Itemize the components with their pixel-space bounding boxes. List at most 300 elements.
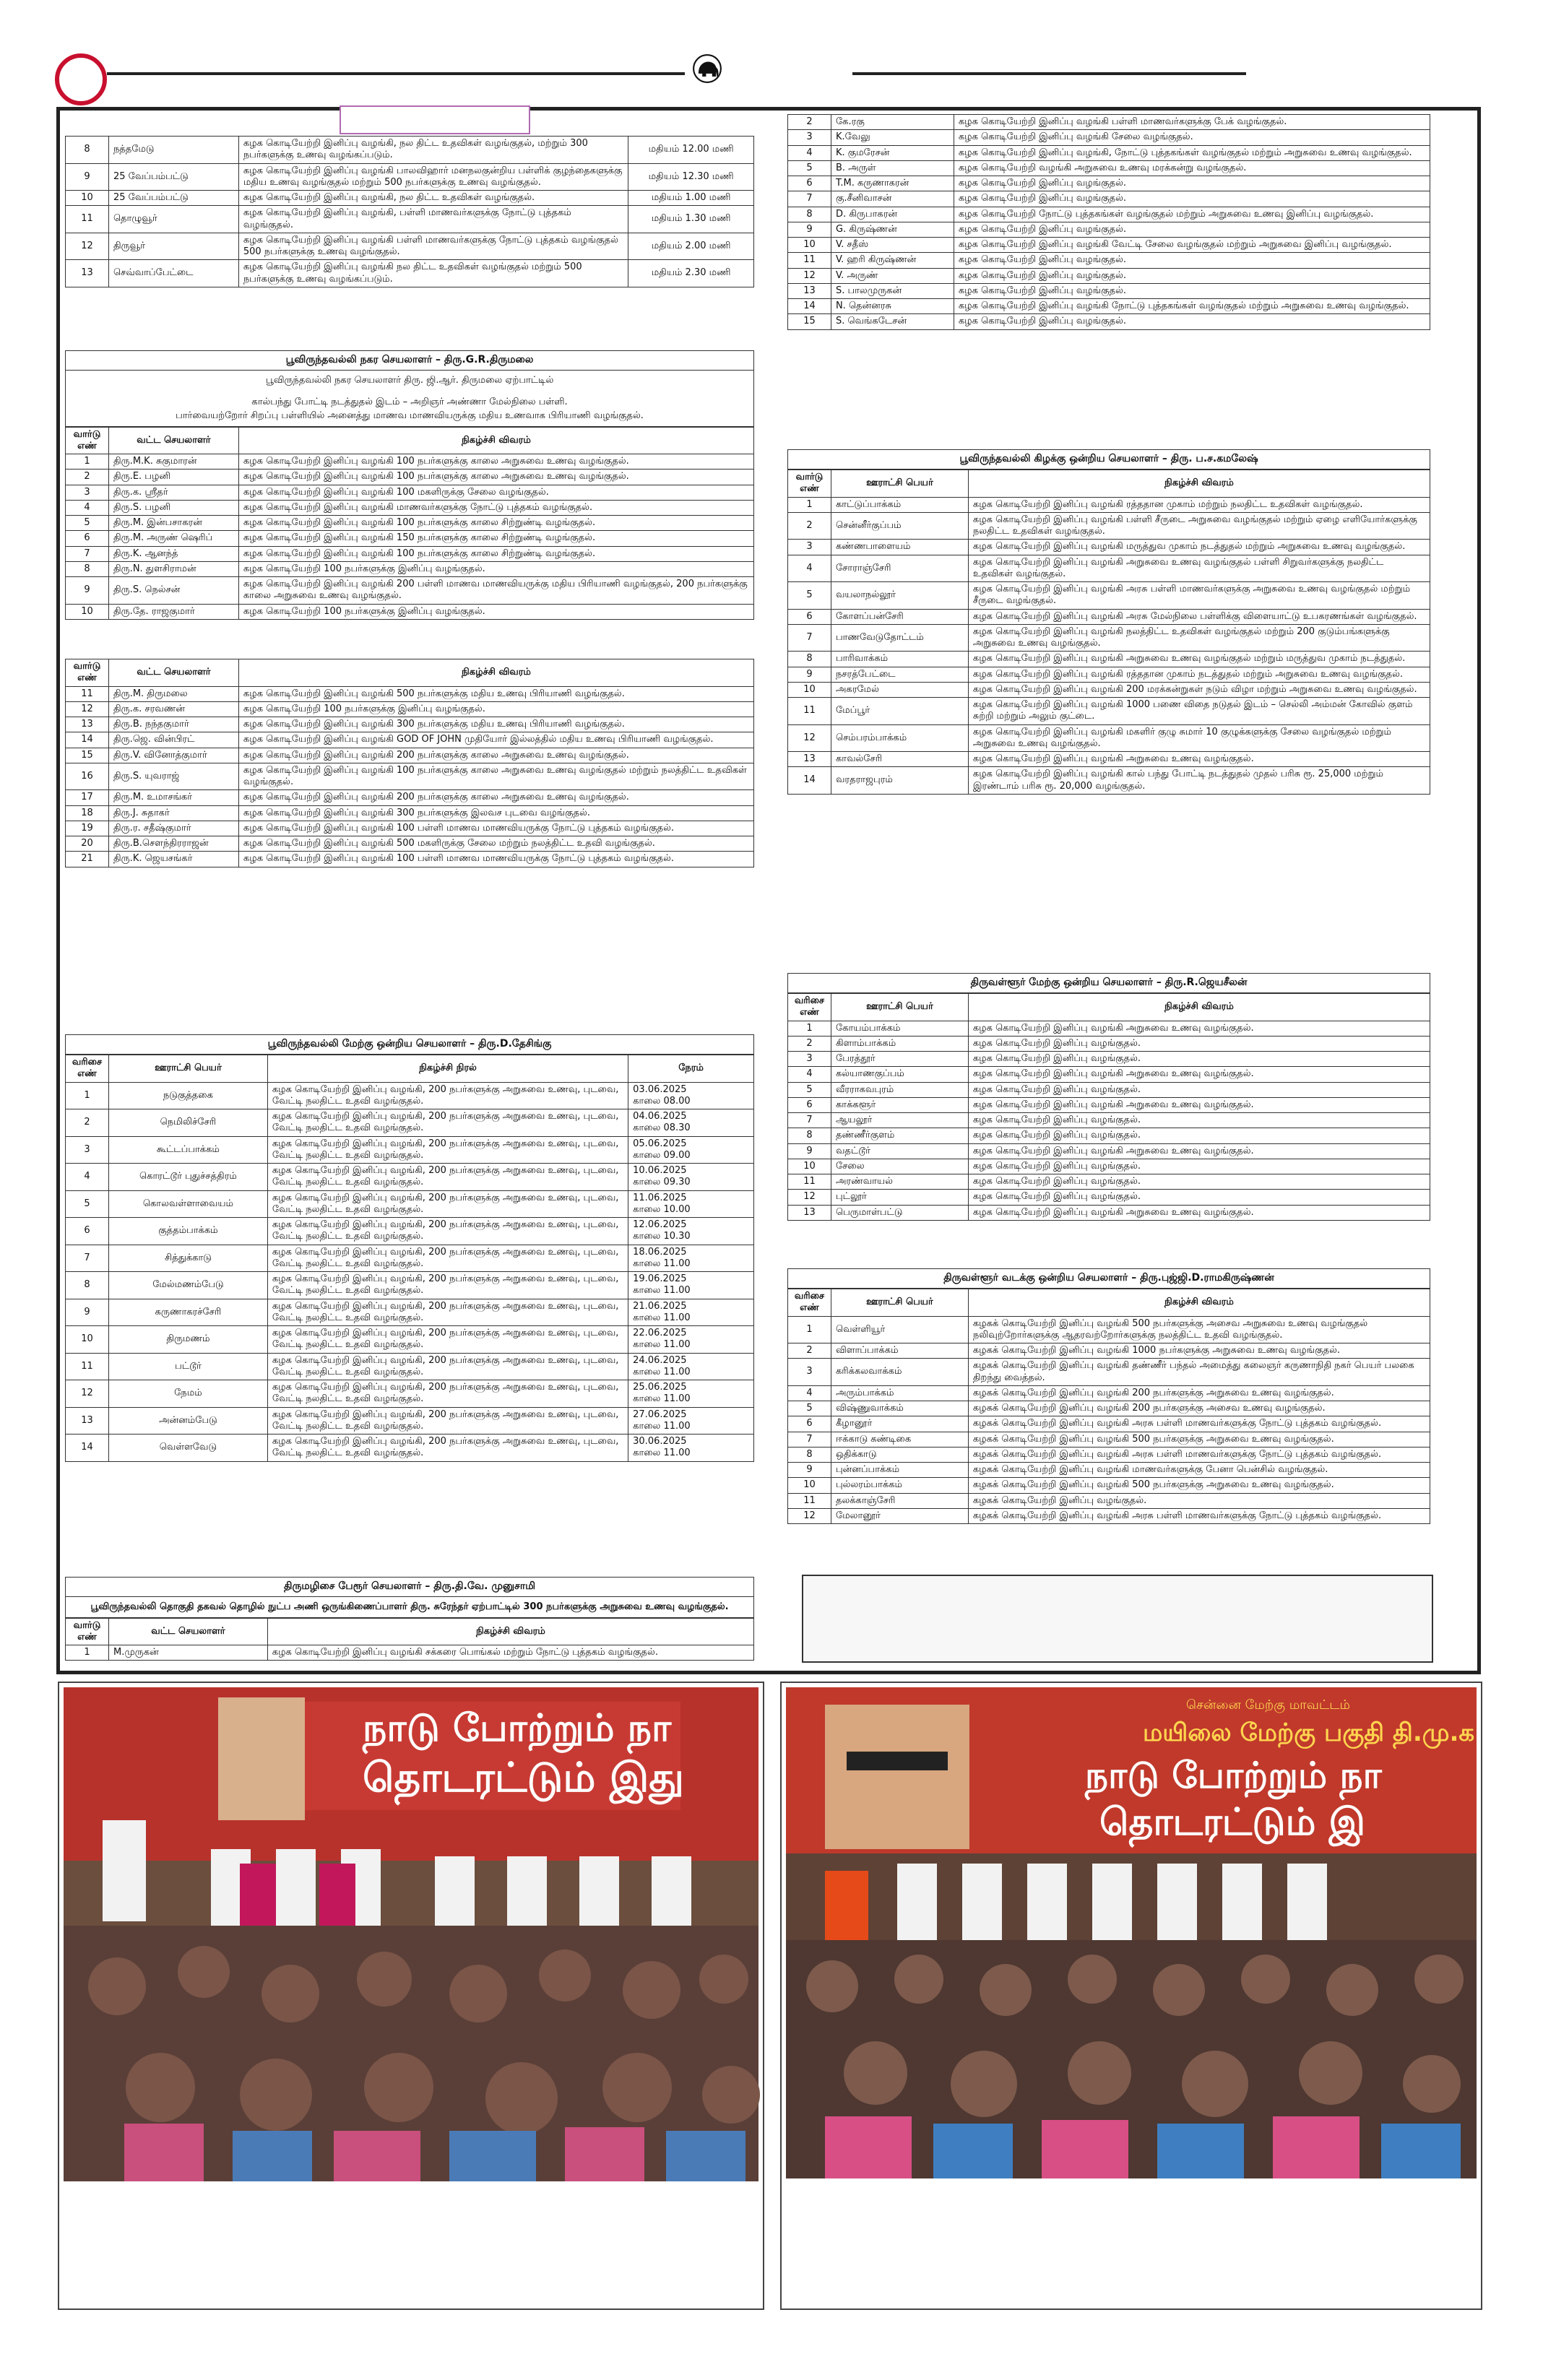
cell-time: காலை 08.00: [633, 1095, 691, 1107]
cell-no: 5: [66, 1190, 109, 1218]
cell-no: 10: [66, 604, 109, 619]
section-note: [65, 371, 754, 427]
table-row: [788, 1067, 1430, 1082]
cell-no: 7: [788, 1432, 831, 1447]
cell-datetime: [628, 1245, 754, 1272]
cell-no: 12: [788, 268, 831, 283]
cell-time: காலை 11.00: [633, 1366, 691, 1377]
cell-desc: கழக கொடியேற்றி இனிப்பு வழங்கி, 200 நபர்களுக்கு அறுசுவை உணவு, புடவை, வேட்டி நலதிட்ட உதவி வழங்குதல்.: [267, 1109, 628, 1137]
cell-time: காலை 10.30: [633, 1231, 691, 1242]
cell-desc: கழகக் கொடியேற்றி இனிப்பு வழங்கி தண்ணீர் பந்தல் அமைத்து கலைஞர் கருணாநிதி நகர் பெயர் பலகை திறந்து வைத்தல்.: [968, 1359, 1430, 1386]
section-thiruvallur-north: [787, 1268, 1430, 1524]
cell-no: 10: [788, 1478, 831, 1493]
cell-desc: கழக கொடியேற்றி இனிப்பு வழங்குதல்.: [968, 1036, 1430, 1051]
cell-desc: கழக கொடியேற்றி இனிப்பு வழங்கி 100 மகளிருக்கு சேலை வழங்குதல்.: [238, 485, 753, 500]
table-row: [788, 624, 1430, 652]
cell-desc: கழக கொடியேற்றி இனிப்பு வழங்கி ரத்ததான முகாம் நடத்துதல் மற்றும் அறுசுவை உணவு வழங்குதல்.: [968, 667, 1430, 682]
table-row: [788, 222, 1430, 237]
cell-place: ஒதிக்காடு: [831, 1447, 968, 1462]
table-row: [788, 1401, 1430, 1416]
cell-time: மதியம் 12.30 மணி: [628, 163, 754, 191]
cell-no: 1: [66, 1645, 109, 1661]
cell-no: 4: [788, 555, 831, 582]
cell-desc: கழக கொடியேற்றி இனிப்பு வழங்கி நோட்டு புத்தகங்கள் வழங்குதல் மற்றும் அறுசுவை உணவு வழங்குதல்.: [954, 299, 1430, 314]
note-line: கால்பந்து போட்டி நடத்துதல் இடம் – அறிஞர் அண்ணா மேல்நிலை பள்ளி.: [251, 396, 568, 407]
cell-no: 4: [788, 145, 831, 160]
table-body: [66, 454, 754, 620]
cell-name: V. சதீஸ்: [831, 238, 954, 253]
cell-no: 7: [788, 624, 831, 652]
cell-desc: கழக கொடியேற்றி இனிப்பு வழங்கி மாணவர்களுக்கு நோட்டு புத்தகம் வழங்குதல்.: [238, 500, 753, 515]
event-photo-left: [59, 1683, 763, 2308]
cell-desc: கழக கொடியேற்றி இனிப்பு வழங்கி பள்ளி மாணவர்களுக்கு பேக் வழங்குதல்.: [954, 115, 1430, 130]
cell-date: 12.06.2025: [633, 1219, 687, 1230]
cell-no: 3: [788, 540, 831, 555]
cell-datetime: [628, 1326, 754, 1354]
table-row: [66, 469, 754, 485]
cell-no: 12: [788, 724, 831, 752]
cell-desc: கழக கொடியேற்றி இனிப்பு வழங்கி, 200 நபர்களுக்கு அறுசுவை உணவு, புடவை, வேட்டி நலதிட்ட உதவி வழங்குதல்.: [267, 1245, 628, 1272]
cell-no: 11: [788, 1493, 831, 1508]
cell-name: திரு.N. துளசிராமன்: [108, 561, 238, 576]
cell-datetime: [628, 1380, 754, 1408]
table-row: [66, 561, 754, 576]
cell-no: 11: [66, 206, 109, 233]
cell-time: காலை 11.00: [633, 1312, 691, 1323]
cell-desc: கழக கொடியேற்றி இனிப்பு வழங்குதல்.: [954, 191, 1430, 207]
cell-no: 9: [66, 163, 109, 191]
table-row: [66, 260, 754, 287]
table-row: [66, 1326, 754, 1354]
table-row: [788, 767, 1430, 795]
col-header: வரிசை எண்: [66, 1055, 109, 1083]
table-row: [788, 1190, 1430, 1205]
cell-desc: கழக கொடியேற்றி வழங்கி அறுசுவை உணவு மரக்கன்று வழங்குதல்.: [954, 160, 1430, 176]
cell-datetime: [628, 1435, 754, 1462]
cell-desc: கழக கொடியேற்றி இனிப்பு வழங்கி, 200 நபர்களுக்கு அறுசுவை உணவு, புடவை, வேட்டி நலதிட்ட உதவி வழங்குதல்.: [267, 1326, 628, 1354]
cell-name: திரு.V. வினோத்குமார்: [108, 748, 238, 763]
cell-desc: கழக கொடியேற்றி இனிப்பு வழங்கி அறுசுவை உணவு வழங்குதல்.: [968, 1021, 1430, 1036]
cell-desc: கழக கொடியேற்றி இனிப்பு வழங்கி, பள்ளி மாணவர்களுக்கு நோட்டு புத்தகம் வழங்குதல்.: [238, 206, 628, 233]
cell-desc: கழக கொடியேற்றி இனிப்பு வழங்குதல்.: [968, 1128, 1430, 1143]
col-header: நிகழ்ச்சி விவரம்: [238, 659, 753, 687]
table-row: [66, 701, 754, 717]
cell-desc: கழகக் கொடியேற்றி இனிப்பு வழங்கி அரசு பள்ளி மாணவர்களுக்கு நோட்டு புத்தகம் வழங்குதல்.: [968, 1416, 1430, 1432]
cell-place: அன்னம்பேடு: [108, 1407, 267, 1435]
cell-place: பேரத்தூர்: [831, 1052, 968, 1067]
cell-desc: கழக கொடியேற்றி இனிப்பு வழங்குதல்.: [954, 222, 1430, 237]
cell-desc: கழக கொடியேற்றி இனிப்பு வழங்குதல்.: [968, 1159, 1430, 1174]
cell-no: 8: [788, 207, 831, 222]
cell-date: 10.06.2025: [633, 1165, 687, 1176]
cell-no: 6: [66, 1218, 109, 1245]
cell-desc: கழக கொடியேற்றி இனிப்பு வழங்கி, நல திட்ட உதவிகள் வழங்குதல், மற்றும் 300 நபர்களுக்கு உணவு வழங்கப்படும்.: [238, 137, 628, 164]
col-header: நிகழ்ச்சி நிரல்: [267, 1055, 628, 1083]
cell-no: 7: [788, 1113, 831, 1128]
blank-ad-box: [802, 1575, 1433, 1663]
table-row: [788, 540, 1430, 555]
cell-no: 11: [66, 686, 109, 701]
cell-name: K.வேலு: [831, 130, 954, 145]
cell-name: V. ஹரி கிருஷ்ணன்: [831, 253, 954, 268]
cell-desc: கழகக் கொடியேற்றி இனிப்பு வழங்கி 200 நபர்களுக்கு அறுசுவை உணவு வழங்குதல்.: [968, 1385, 1430, 1401]
cell-desc: கழக கொடியேற்றி இனிப்பு வழங்கி 200 நபர்களுக்கு காலை அறுசுவை உணவு வழங்குதல்.: [238, 790, 753, 805]
cell-place: புல்லரம்பாக்கம்: [831, 1478, 968, 1493]
col-header: நிகழ்ச்சி விவரம்: [968, 1289, 1430, 1317]
cell-place: சோராஞ்சேரி: [831, 555, 968, 582]
cell-no: 9: [788, 667, 831, 682]
cell-date: 11.06.2025: [633, 1192, 687, 1203]
cell-no: 3: [66, 1136, 109, 1164]
cell-no: 1: [788, 1021, 831, 1036]
cell-desc: கழக கொடியேற்றி இனிப்பு வழங்கி பள்ளி மாணவர்களுக்கு நோட்டு புத்தகம் வழங்குதல் 500 நபர்களுக்கு உணவு வழங்குதல்.: [238, 233, 628, 260]
table-row: [788, 1508, 1430, 1523]
col-header: ஊராட்சி பெயர்: [831, 1289, 968, 1317]
cell-place: வயலாநல்லூர்: [831, 582, 968, 610]
cell-no: 10: [66, 1326, 109, 1354]
cell-datetime: [628, 1136, 754, 1164]
table-row: [788, 1128, 1430, 1143]
cell-place: சேலை: [831, 1159, 968, 1174]
cell-place: ஆயலூர்: [831, 1113, 968, 1128]
cell-desc: கழக கொடியேற்றி இனிப்பு வழங்கி பள்ளி சீருடை அறுசுவை வழங்குதல் மற்றும் ஏழை எளியோர்களுக்கு நலதிட்ட உதவிகள் வழங்குதல்.: [968, 512, 1430, 540]
cell-place: 25 வேப்பம்பட்டு: [108, 163, 238, 191]
cell-time: காலை 11.00: [633, 1420, 691, 1432]
cell-no: 14: [66, 732, 109, 748]
cell-no: 14: [788, 299, 831, 314]
cell-place: கண்ணபாளையம்: [831, 540, 968, 555]
banner-text: தொடரட்டும் இ: [1099, 1801, 1366, 1844]
cell-date: 30.06.2025: [633, 1436, 687, 1447]
cell-datetime: [628, 1353, 754, 1380]
table-body: [788, 1316, 1430, 1524]
cell-date: 04.06.2025: [633, 1111, 687, 1122]
cell-place: அரண்வாயல்: [831, 1174, 968, 1190]
section-title: பூவிருந்தவல்லி மேற்கு ஒன்றிய செயலாளர் – திரு.D.தேசிங்கு: [65, 1034, 754, 1055]
cell-desc: கழக கொடியேற்றி இனிப்பு வழங்கி, 200 நபர்களுக்கு அறுசுவை உணவு, புடவை, வேட்டி நலதிட்ட உதவி வழங்குதல்.: [267, 1218, 628, 1245]
cell-no: 7: [66, 1245, 109, 1272]
cell-desc: கழகக் கொடியேற்றி இனிப்பு வழங்கி 500 நபர்களுக்கு அறுசுவை உணவு வழங்குதல்.: [968, 1478, 1430, 1493]
cell-name: திரு.க. ஸ்ரீதர்: [108, 485, 238, 500]
cell-time: காலை 11.00: [633, 1285, 691, 1297]
cell-place: பாணவேடுதோட்டம்: [831, 624, 968, 652]
table-body: [788, 497, 1430, 794]
cell-no: 5: [788, 1082, 831, 1097]
cell-place: பாரிவாக்கம்: [831, 652, 968, 667]
cell-desc: கழக கொடியேற்றி இனிப்பு வழங்கி, 200 நபர்களுக்கு அறுசுவை உணவு, புடவை, வேட்டி நலதிட்ட உதவி வழங்குதல்.: [267, 1136, 628, 1164]
cell-no: 17: [66, 790, 109, 805]
cell-no: 1: [66, 454, 109, 469]
table-row: [66, 790, 754, 805]
cell-desc: கழக கொடியேற்றி இனிப்பு வழங்கி அறுசுவை உணவு வழங்குதல் பள்ளி சிறுவர்களுக்கு நலதிட்ட உதவிகள் வழங்குதல்.: [968, 555, 1430, 582]
cell-desc: கழக கொடியேற்றி இனிப்பு வழங்குதல்.: [968, 1082, 1430, 1097]
cell-no: 11: [788, 253, 831, 268]
cell-datetime: [628, 1218, 754, 1245]
cell-name: கு.சீனிவாசன்: [831, 191, 954, 207]
cell-desc: கழக கொடியேற்றி இனிப்பு வழங்கி ரத்ததான முகாம் மற்றும் நலதிட்ட உதவிகள் வழங்குதல்.: [968, 497, 1430, 512]
table-row: [788, 299, 1430, 314]
cell-place: கருணாகரச்சேரி: [108, 1299, 267, 1326]
cell-time: காலை 09.00: [633, 1149, 691, 1161]
cell-place: விளாப்பாக்கம்: [831, 1343, 968, 1359]
cell-no: 2: [66, 469, 109, 485]
cell-desc: கழகக் கொடியேற்றி இனிப்பு வழங்கி 200 நபர்களுக்கு அசைவ உணவு வழங்குதல்.: [968, 1401, 1430, 1416]
table-row: [788, 497, 1430, 512]
cell-place: புன்னப்பாக்கம்: [831, 1463, 968, 1478]
cell-desc: கழக கொடியேற்றி இனிப்பு வழங்குதல்.: [968, 1190, 1430, 1205]
cell-desc: கழக கொடியேற்றி இனிப்பு வழங்கி வேட்டி சேலை வழங்குதல் மற்றும் அறுசுவை இனிப்பு வழங்குதல்.: [954, 238, 1430, 253]
section-label-box: [340, 105, 530, 134]
cell-place: காவல்சேரி: [831, 752, 968, 767]
cell-no: 12: [788, 1190, 831, 1205]
cell-no: 8: [788, 1447, 831, 1462]
col-header: நிகழ்ச்சி விவரம்: [267, 1618, 753, 1645]
cell-place: கரிக்கலவாக்கம்: [831, 1359, 968, 1386]
cell-name: திரு.S. யுவராஜ்: [108, 763, 238, 790]
cell-no: 7: [66, 546, 109, 561]
table-row: [788, 253, 1430, 268]
table-row: [66, 821, 754, 836]
cell-no: 13: [788, 283, 831, 298]
table-row: [788, 652, 1430, 667]
cell-name: B. அருள்: [831, 160, 954, 176]
cell-time: காலை 11.00: [633, 1393, 691, 1405]
table-row: [788, 1113, 1430, 1128]
cell-name: திரு.J. சுதாகர்: [108, 805, 238, 821]
cell-no: 2: [788, 1036, 831, 1051]
cell-desc: கழக கொடியேற்றி இனிப்பு வழங்கி, 200 நபர்களுக்கு அறுசுவை உணவு, புடவை, வேட்டி நலதிட்ட உதவி வழங்குதல்.: [267, 1380, 628, 1408]
cell-desc: கழக கொடியேற்றி இனிப்பு வழங்கி 300 நபர்களுக்கு மதிய உணவு பிரியாணி வழங்குதல்.: [238, 717, 753, 732]
cell-no: 6: [788, 1416, 831, 1432]
table-row: [66, 604, 754, 619]
table-row: [788, 115, 1430, 130]
table-row: [66, 836, 754, 852]
table-row: [788, 1036, 1430, 1051]
cell-time: மதியம் 2.00 மணி: [628, 233, 754, 260]
section-title: திருமழிசை பேரூர் செயலாளர் – திரு.தி.வே. முனுசாமி: [65, 1577, 754, 1597]
section-note: பூவிருந்தவல்லி தொகுதி தகவல் தொழில் நுட்ப அணி ஒருங்கிணைப்பாளர் திரு. சுரேந்தர் ஏற்பாட்டில் 300 நபர்களுக்கு அறுசுவை உணவு வழங்குதல்.: [65, 1597, 754, 1618]
cell-place: நத்தமேடு: [108, 137, 238, 164]
cell-no: 2: [66, 1109, 109, 1137]
cell-no: 19: [66, 821, 109, 836]
cell-desc: கழக கொடியேற்றி இனிப்பு வழங்கி அறுசுவை உணவு வழங்குதல் மற்றும் மருத்துவ முகாம் நடத்துதல்.: [968, 652, 1430, 667]
cell-place: மேல்மணம்பேடு: [108, 1272, 267, 1299]
table-row: [788, 1385, 1430, 1401]
page-header: [51, 51, 1279, 101]
table-row: [788, 1432, 1430, 1447]
table-body: [66, 1645, 754, 1661]
cell-place: நசரத்பேட்டை: [831, 667, 968, 682]
table-row: [788, 1097, 1430, 1112]
cell-desc: கழக கொடியேற்றி இனிப்பு வழங்குதல்.: [968, 1052, 1430, 1067]
cell-name: திரு.K. ஜெயசங்கர்: [108, 852, 238, 867]
table-row: [788, 1478, 1430, 1493]
cell-desc: கழக கொடியேற்றி இனிப்பு வழங்குதல்.: [954, 314, 1430, 329]
col-header: வட்ட செயலாளர்: [108, 659, 238, 687]
table-row: [66, 1164, 754, 1191]
cell-no: 1: [788, 1316, 831, 1343]
cell-place: வதட்டூர்: [831, 1143, 968, 1159]
circle-logo-icon: [55, 53, 107, 105]
col-header: வார்டு எண்: [66, 659, 109, 687]
table-row: [66, 1272, 754, 1299]
table-row: [66, 1380, 754, 1408]
cell-no: 12: [66, 701, 109, 717]
photo-left-frame: [58, 1682, 764, 2310]
table-row: [788, 582, 1430, 610]
col-header: ஊராட்சி பெயர்: [831, 994, 968, 1021]
cell-no: 9: [66, 1299, 109, 1326]
cell-desc: கழக கொடியேற்றி இனிப்பு வழங்கி அறுசுவை உணவு வழங்குதல்.: [968, 1067, 1430, 1082]
cell-no: 20: [66, 836, 109, 852]
table-row: [788, 1159, 1430, 1174]
col-header: நிகழ்ச்சி விவரம்: [968, 470, 1430, 498]
cell-name: G. கிருஷ்ணன்: [831, 222, 954, 237]
cell-no: 12: [66, 233, 109, 260]
banner-text: நாடு போற்றும் நா: [1085, 1754, 1382, 1796]
table-top-left: [65, 136, 754, 287]
cell-desc: கழக கொடியேற்றி இனிப்பு வழங்கி 1000 பணை விதை நடுதல் இடம் – செல்லி அம்மன் கோவில் குளம் சுற்றி மற்றும் அலும் குட்டை.: [968, 698, 1430, 725]
table-row: [788, 1143, 1430, 1159]
cell-desc: கழக கொடியேற்றி இனிப்பு வழங்கி சக்கரை பொங்கல் மற்றும் நோட்டு புத்தகம் வழங்குதல்.: [267, 1645, 753, 1661]
cell-no: 11: [66, 1353, 109, 1380]
cell-no: 2: [788, 512, 831, 540]
col-header: நிகழ்ச்சி விவரம்: [968, 994, 1430, 1021]
cell-place: தலக்காஞ்சேரி: [831, 1493, 968, 1508]
cell-no: 8: [66, 1272, 109, 1299]
table-row: [788, 1174, 1430, 1190]
table-row: [66, 763, 754, 790]
section-thiruvallur-west: [787, 973, 1430, 1221]
cell-no: 5: [788, 160, 831, 176]
cell-no: 12: [788, 1508, 831, 1523]
cell-no: 6: [66, 531, 109, 546]
cell-no: 11: [788, 698, 831, 725]
cell-place: புட்லூர்: [831, 1190, 968, 1205]
cell-date: 27.06.2025: [633, 1408, 687, 1420]
cell-place: ஈக்காடு கண்டிகை: [831, 1432, 968, 1447]
col-header: வட்ட செயலாளர்: [108, 1618, 267, 1645]
cell-desc: கழக கொடியேற்றி இனிப்பு வழங்கி அறுசுவை உணவு வழங்குதல்.: [968, 1205, 1430, 1220]
cell-place: கிளாம்பாக்கம்: [831, 1036, 968, 1051]
cell-name: திரு.தே. ராஜகுமார்: [108, 604, 238, 619]
table-row: [788, 1416, 1430, 1432]
table-row: [66, 748, 754, 763]
cell-no: 15: [66, 748, 109, 763]
table-row: [788, 207, 1430, 222]
cell-place: செவ்வாப்பேட்டை: [108, 260, 238, 287]
table-row: [66, 1109, 754, 1137]
table-row: [788, 1082, 1430, 1097]
cell-no: 2: [788, 115, 831, 130]
cell-no: 6: [788, 1097, 831, 1112]
table-row: [66, 1353, 754, 1380]
col-header: ஊராட்சி பெயர்: [831, 470, 968, 498]
table-row: [66, 717, 754, 732]
cell-place: அகரமேல்: [831, 682, 968, 697]
table-row: [788, 555, 1430, 582]
table-row: [66, 137, 754, 164]
cell-desc: கழகக் கொடியேற்றி இனிப்பு வழங்கி 500 நபர்களுக்கு அறுசுவை உணவு வழங்குதல்.: [968, 1432, 1430, 1447]
cell-desc: கழக கொடியேற்றி இனிப்பு வழங்குதல்.: [954, 176, 1430, 191]
cell-name: திரு.K. ஆனந்த்: [108, 546, 238, 561]
cell-place: வரதராஜபுரம்: [831, 767, 968, 795]
table-row: [788, 268, 1430, 283]
table-body: [788, 115, 1430, 330]
cell-desc: கழக கொடியேற்றி இனிப்பு வழங்கி, 200 நபர்களுக்கு அறுசுவை உணவு, புடவை, வேட்டி நலதிட்ட உதவி வழங்குதல்.: [267, 1272, 628, 1299]
cell-desc: கழக கொடியேற்றி இனிப்பு வழங்கி பாலவிஹார் மனநலகுன்றிய பள்ளிக் குழந்தைகளுக்கு மதிய உணவு வழங்குதல் மற்றும் 500 நபர்களுக்கு உணவு வழங்குதல்.: [238, 163, 628, 191]
cell-no: 10: [788, 238, 831, 253]
table-row: [66, 546, 754, 561]
table-row: [788, 1447, 1430, 1462]
cell-desc: கழக கொடியேற்றி இனிப்பு வழங்கி, 200 நபர்களுக்கு அறுசுவை உணவு, புடவை, வேட்டி நலதிட்ட உதவி வழங்குதல்.: [267, 1164, 628, 1191]
cell-time: காலை 11.00: [633, 1339, 691, 1351]
table-row: [66, 206, 754, 233]
cell-time: காலை 08.30: [633, 1122, 691, 1134]
table-row: [788, 238, 1430, 253]
cell-place: கொரட்டூர் புதுச்சத்திரம்: [108, 1164, 267, 1191]
cell-desc: கழக கொடியேற்றி 100 நபர்களுக்கு இனிப்பு வழங்குதல்.: [238, 604, 753, 619]
cell-desc: கழகக் கொடியேற்றி இனிப்பு வழங்கி 1000 நபர்களுக்கு அறுசுவை உணவு வழங்குதல்.: [968, 1343, 1430, 1359]
table-top-right: [787, 114, 1430, 330]
cell-desc: கழக கொடியேற்றி இனிப்பு வழங்கி 100 நபர்களுக்கு காலை சிற்றுண்டி வழங்குதல்.: [238, 516, 753, 531]
cell-name: D. கிருபாகரன்: [831, 207, 954, 222]
cell-desc: கழக கொடியேற்றி இனிப்பு வழங்கி 150 நபர்களுக்கு காலை சிற்றுண்டி வழங்குதல்.: [238, 531, 753, 546]
cell-no: 1: [788, 497, 831, 512]
cell-place: திருவூர்: [108, 233, 238, 260]
cell-time: மதியம் 1.00 மணி: [628, 191, 754, 206]
banner-text: மயிலை மேற்கு பகுதி தி.மு.க: [1143, 1718, 1475, 1747]
cell-no: 18: [66, 805, 109, 821]
cell-desc: கழக கொடியேற்றி இனிப்பு வழங்கி அறுசுவை உணவு வழங்குதல்.: [968, 1143, 1430, 1159]
cell-place: தண்ணீர்குளம்: [831, 1128, 968, 1143]
banner-text: நாடு போற்றும் நா: [363, 1707, 672, 1750]
cell-place: குத்தம்பாக்கம்: [108, 1218, 267, 1245]
table-body: [788, 1021, 1430, 1220]
cell-desc: கழக கொடியேற்றி இனிப்பு வழங்கி, 200 நபர்களுக்கு அறுசுவை உணவு, புடவை, வேட்டி நலதிட்ட உதவி வழங்குதல்.: [267, 1190, 628, 1218]
cell-place: சித்துக்காடு: [108, 1245, 267, 1272]
section-title: பூவிருந்தவல்லி கிழக்கு ஒன்றிய செயலாளர் – திரு. ப.ச.கமலேஷ்: [787, 449, 1430, 469]
table-row: [788, 724, 1430, 752]
cell-no: 14: [66, 1435, 109, 1462]
table-body: [66, 1082, 754, 1461]
cell-desc: கழக கொடியேற்றி இனிப்பு வழங்கி மகளிர் குழு சுமார் 10 குழுக்களுக்கு சேலை வழங்குதல் மற்றும் அறுசுவை உணவு வழங்குதல்.: [968, 724, 1430, 752]
cell-place: தொழுவூர்: [108, 206, 238, 233]
table-row: [788, 1343, 1430, 1359]
cell-name: M.முருகன்: [108, 1645, 267, 1661]
cell-no: 1: [66, 1082, 109, 1109]
col-header: நேரம்: [628, 1055, 754, 1083]
note-line: பார்வையற்றோர் சிறப்பு பள்ளியில் அனைத்து மாணவ மாணவியருக்கு மதிய உணவாக பிரியாணி வழங்குதல்.: [176, 410, 644, 421]
cell-no: 10: [788, 1159, 831, 1174]
table-row: [66, 454, 754, 469]
cell-no: 10: [788, 682, 831, 697]
table-row: [788, 1316, 1430, 1343]
event-photo-right: [782, 1683, 1481, 2308]
cell-no: 2: [788, 1343, 831, 1359]
cell-name: திரு.க. சரவணன்: [108, 701, 238, 717]
cell-name: திரு.ர. சதீஷ்குமார்: [108, 821, 238, 836]
table-row: [788, 752, 1430, 767]
banner-text: சென்னை மேற்கு மாவட்டம்: [1186, 1697, 1351, 1713]
cell-no: 11: [788, 1174, 831, 1190]
cell-no: 5: [788, 582, 831, 610]
cell-name: K. குமரேசன்: [831, 145, 954, 160]
table-row: [66, 1190, 754, 1218]
cell-no: 3: [788, 1052, 831, 1067]
cell-desc: கழக கொடியேற்றி இனிப்பு வழங்குதல்.: [954, 253, 1430, 268]
cell-desc: கழக கொடியேற்றி இனிப்பு வழங்கி, 200 நபர்களுக்கு அறுசுவை உணவு, புடவை, வேட்டி நலதிட்ட உதவி வழங்குதல்.: [267, 1299, 628, 1326]
